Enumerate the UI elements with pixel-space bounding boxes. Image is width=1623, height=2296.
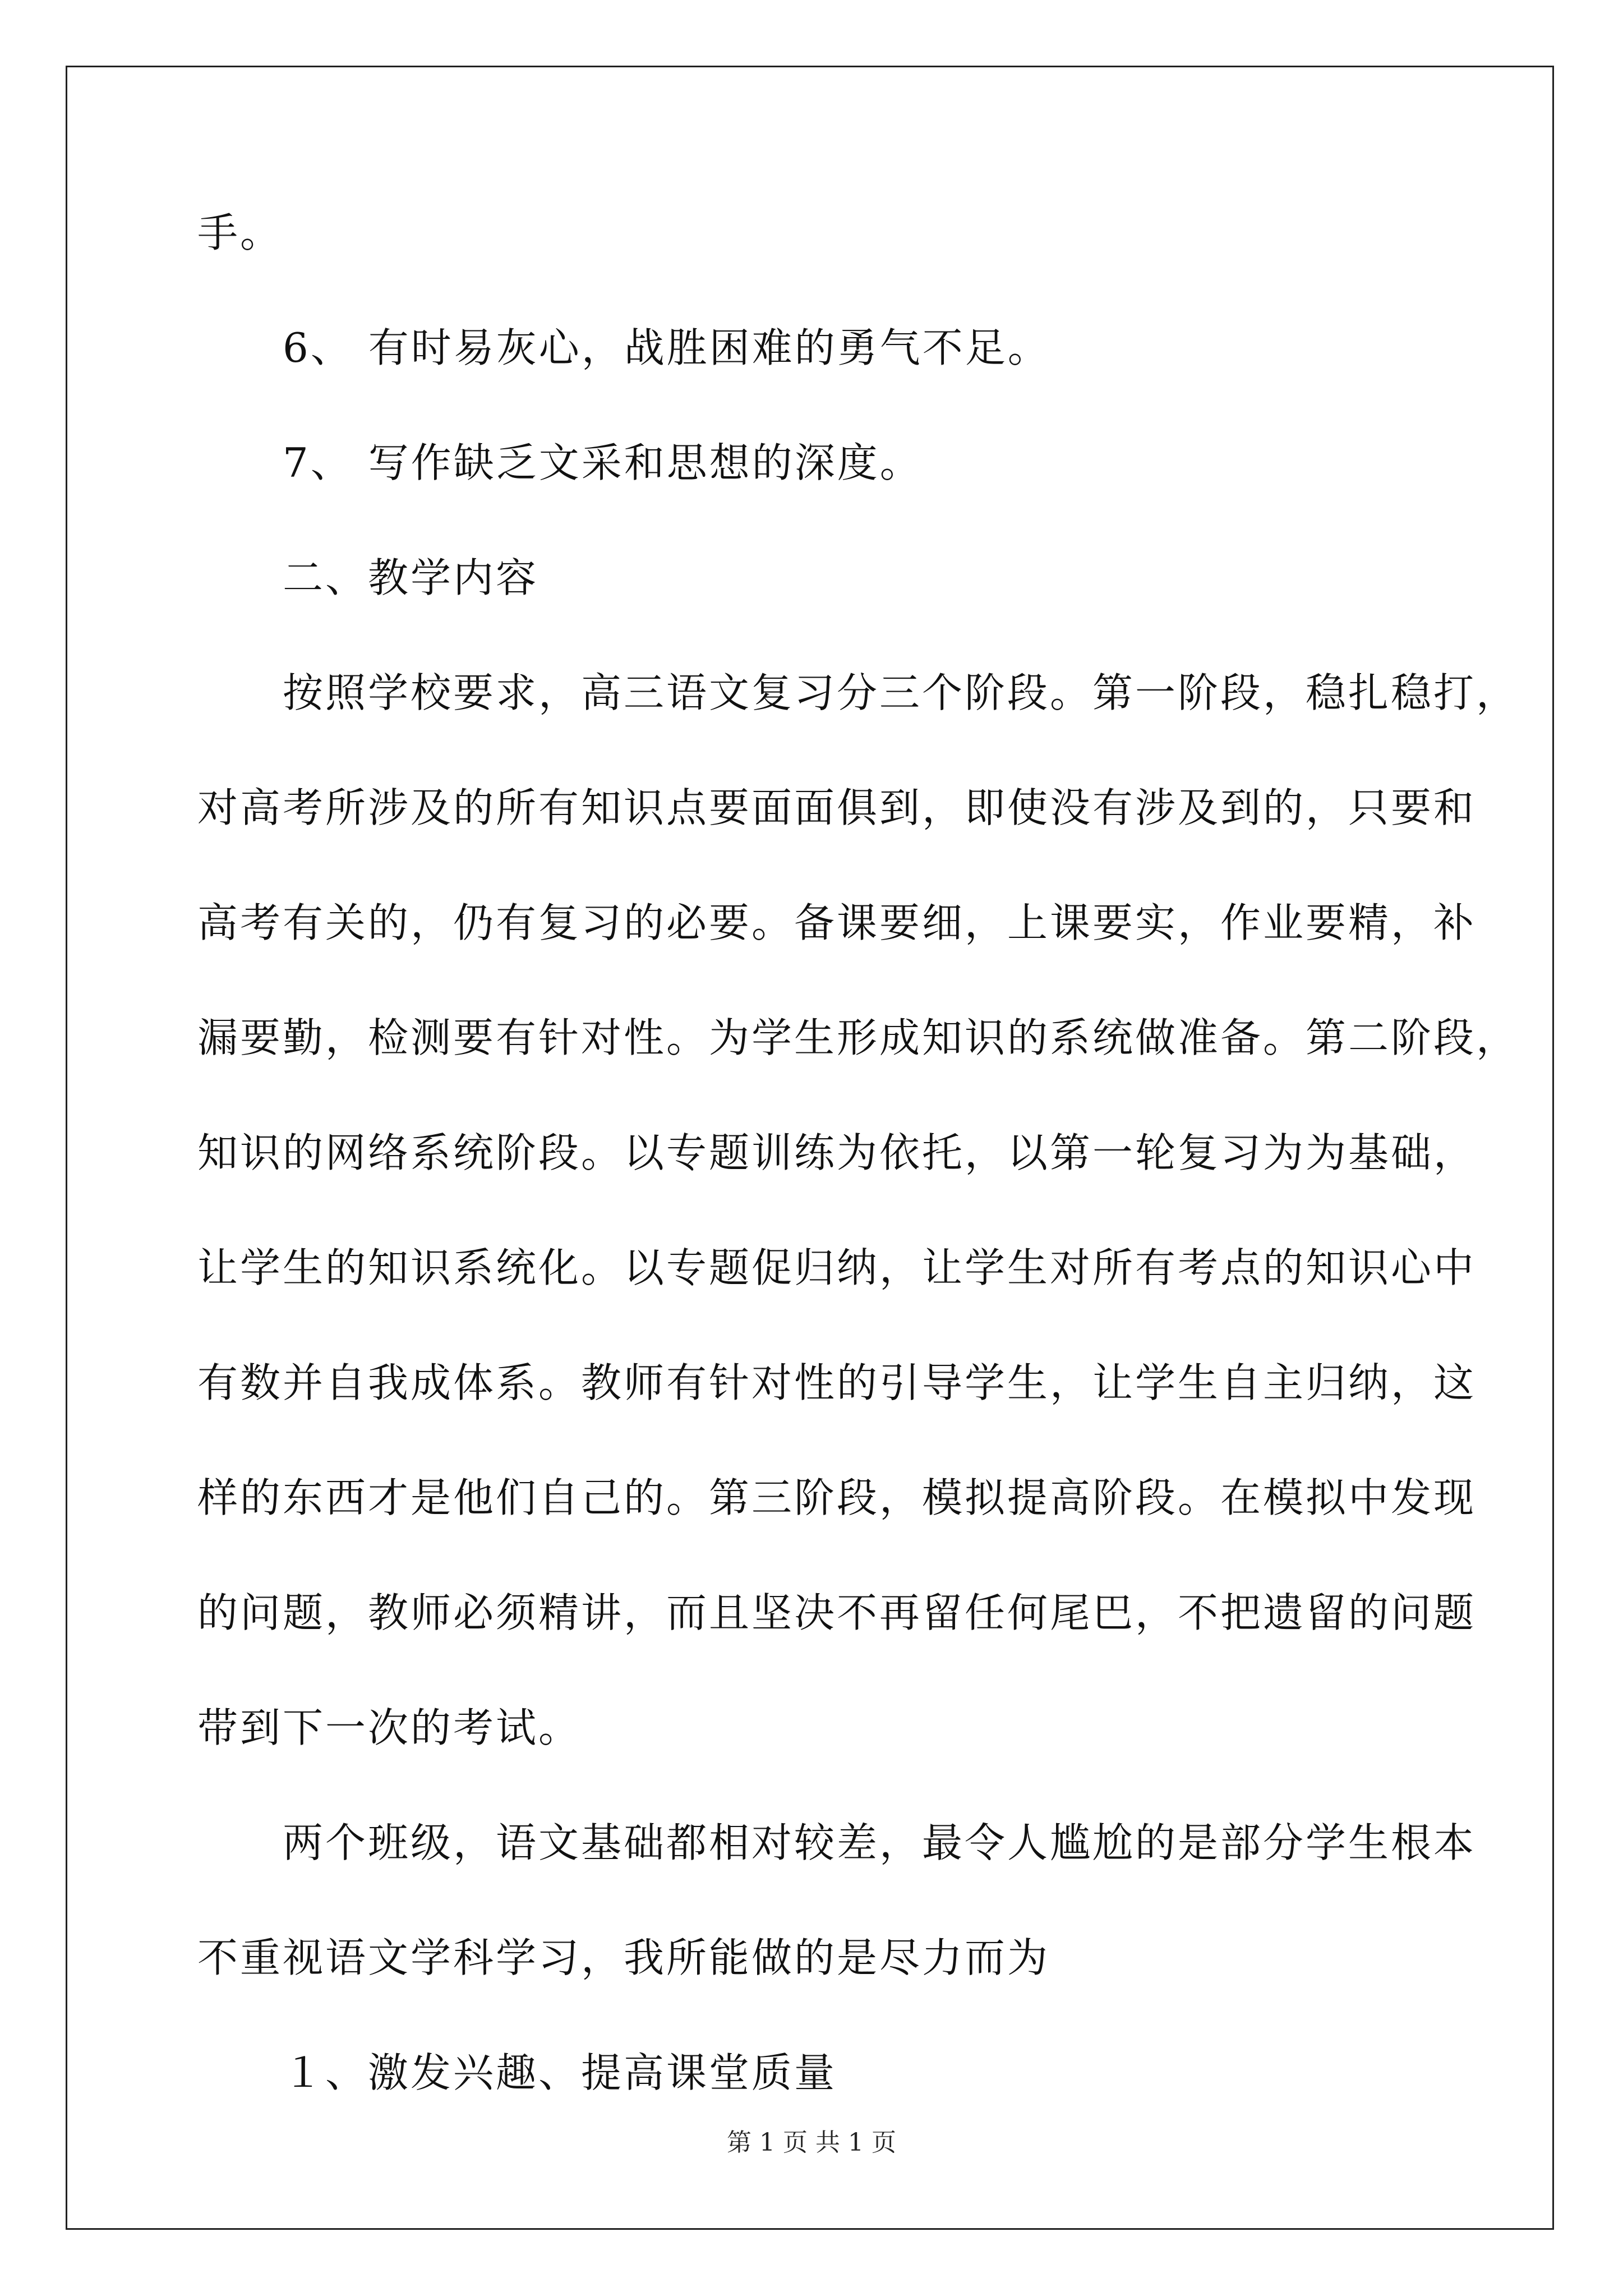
text-line: 两个班级，语文基础都相对较差，最令人尴尬的是部分学生根本 bbox=[283, 1819, 1477, 1866]
text-line: １、激发兴趣、提高课堂质量 bbox=[283, 2049, 837, 2096]
text-line: 的问题，教师必须精讲，而且坚决不再留任何尾巴，不把遗留的问题 bbox=[197, 1589, 1477, 1636]
page-number: 第 1 页 共 1 页 bbox=[727, 2128, 896, 2157]
text-line: 按照学校要求，高三语文复习分三个阶段。第一阶段，稳扎稳打， bbox=[283, 669, 1519, 716]
text-line: 7、 写作缺乏文采和思想的深度。 bbox=[283, 439, 923, 486]
text-line: 高考有关的，仍有复习的必要。备课要细，上课要实，作业要精，补 bbox=[197, 899, 1477, 946]
text-line: 6、 有时易灰心，战胜困难的勇气不足。 bbox=[283, 324, 1050, 371]
text-line: 让学生的知识系统化。以专题促归纳，让学生对所有考点的知识心中 bbox=[197, 1244, 1477, 1291]
text-line: 手。 bbox=[197, 209, 283, 256]
text-line: 对高考所涉及的所有知识点要面面俱到，即使没有涉及到的，只要和 bbox=[197, 784, 1477, 831]
text-line: 有数并自我成体系。教师有针对性的引导学生，让学生自主归纳，这 bbox=[197, 1359, 1477, 1406]
section-heading: 二、教学内容 bbox=[283, 554, 539, 601]
text-line: 知识的网络系统阶段。以专题训练为依托，以第一轮复习为为基础， bbox=[197, 1129, 1477, 1176]
page-footer bbox=[0, 2126, 1623, 2160]
text-line: 不重视语文学科学习，我所能做的是尽力而为 bbox=[197, 1934, 1050, 1981]
text-line: 带到下一次的考试。 bbox=[197, 1704, 582, 1751]
text-line: 样的东西才是他们自己的。第三阶段，模拟提高阶段。在模拟中发现 bbox=[197, 1474, 1477, 1521]
text-line: 漏要勤，检测要有针对性。为学生形成知识的系统做准备。第二阶段， bbox=[197, 1014, 1519, 1061]
line-17 bbox=[197, 2045, 837, 2202]
